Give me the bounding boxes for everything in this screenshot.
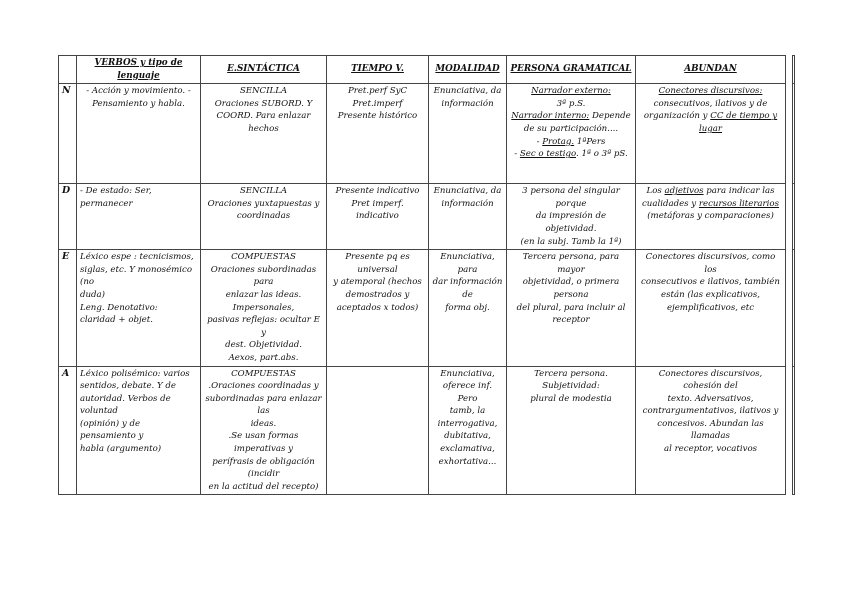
text-line: Presente histórico xyxy=(337,111,418,122)
conectores-text: consecutivos, ilativos y de organización y xyxy=(643,98,768,122)
header-sintactica: E.SINTÁCTICA xyxy=(201,56,327,84)
narrador-interno-text xyxy=(511,111,630,134)
row-key: N xyxy=(59,84,77,184)
text-line: (opinión) y de pensamiento y xyxy=(80,418,144,442)
text-line: Léxico polisémico: varios xyxy=(80,368,190,379)
text-line: COMPUESTAS xyxy=(231,368,296,379)
cell-tiempo xyxy=(327,366,429,495)
text-line: SENCILLA xyxy=(239,186,288,197)
text-line: subordinadas para enlazar las xyxy=(205,393,322,417)
row-tail xyxy=(793,366,795,495)
row-exposicion xyxy=(59,250,795,366)
text-line: y atemporal (hechos xyxy=(333,277,422,288)
text-line: Pret.imperf xyxy=(352,98,403,109)
text-line: demostrados y xyxy=(345,289,410,300)
header-corner xyxy=(59,56,77,84)
text-line: coordinadas xyxy=(236,211,291,222)
text-line: 3 persona del singular porque xyxy=(522,186,620,209)
text-line: Conectores discursivos, como los xyxy=(645,252,776,275)
tail-text: (metáforas y comparaciones) xyxy=(647,211,774,222)
text-line: Leng. Denotativo: xyxy=(80,302,158,313)
row-gap xyxy=(786,84,793,184)
text-line: autoridad. Verbos de voluntad xyxy=(80,393,171,417)
text-line: del plural, para incluir al xyxy=(516,302,626,313)
cell-abundan xyxy=(636,250,786,366)
protag-line xyxy=(510,136,632,149)
text-line: - Acción y movimiento. - xyxy=(86,86,191,97)
cell-sintactica xyxy=(201,366,327,495)
text-line: concesivos. Abundan las llamadas xyxy=(657,418,764,442)
text-line: Enunciativa, da xyxy=(433,86,502,97)
text-line: plural de modestia xyxy=(530,393,612,404)
row-tail xyxy=(793,184,795,250)
cell-sintactica xyxy=(201,250,327,366)
text-line: Pret imperf. indicativo xyxy=(351,198,404,222)
text-line: COORD. Para enlazar hechos xyxy=(216,111,311,134)
los-text: Los xyxy=(646,186,665,197)
cell-modalidad xyxy=(429,366,507,495)
testigo-prefix: - xyxy=(514,149,520,160)
text-line: SENCILLA xyxy=(239,86,288,97)
row-argumentacion xyxy=(59,366,795,495)
row-tail xyxy=(793,84,795,184)
text-line: objetividad, o primera persona xyxy=(522,277,620,300)
text-line: oferece inf. Pero xyxy=(442,381,493,404)
text-line: COMPUESTAS xyxy=(231,252,296,263)
header-tail xyxy=(793,56,795,84)
text-line: duda) xyxy=(80,289,106,300)
row-narracion xyxy=(59,84,795,184)
row-gap xyxy=(786,366,793,495)
row-gap xyxy=(786,250,793,366)
testigo-label: Sec o testigo xyxy=(519,149,576,160)
cell-tiempo xyxy=(327,84,429,184)
cell-verbos xyxy=(77,366,201,495)
testigo-value: . 1ª o 3ª pS. xyxy=(576,149,628,160)
text-line: en la actitud del recepto) xyxy=(208,481,319,492)
text-line: ejemplificativos, etc xyxy=(666,302,755,313)
text-line: Pret.perf SyC xyxy=(347,86,408,97)
protag-value: 1ªPers xyxy=(574,136,606,147)
text-line: texto. Adversativos, xyxy=(667,393,754,404)
narrador-externo-label: Narrador externo: xyxy=(531,86,611,97)
text-line: aceptados x todos) xyxy=(336,302,419,313)
text-line: pasivas reflejas: ocultar E y xyxy=(207,315,320,338)
row-key: D xyxy=(59,184,77,250)
text-line: Presente indicativo xyxy=(335,186,420,197)
cell-verbos xyxy=(77,250,201,366)
cell-persona xyxy=(507,184,636,250)
text-line: dubitativa, xyxy=(444,431,491,442)
text-line: Léxico espe : tecnicismos, xyxy=(80,252,194,263)
text-line: Enunciativa, para xyxy=(440,252,495,275)
narrador-interno-desc: Depende de su participación.... xyxy=(523,111,631,134)
cell-modalidad xyxy=(429,250,507,366)
text-line: Oraciones yuxtapuestas y xyxy=(207,198,320,209)
cell-abundan xyxy=(636,184,786,250)
cell-tiempo xyxy=(327,184,429,250)
text-line: Aexos, part.abs. xyxy=(228,352,299,363)
cell-abundan xyxy=(636,84,786,184)
text-line: Oraciones SUBORD. Y xyxy=(214,98,313,109)
text-line: Presente pq es universal xyxy=(345,252,410,275)
cell-abundan xyxy=(636,366,786,495)
cell-verbos xyxy=(77,184,201,250)
header-modalidad: MODALIDAD xyxy=(429,56,507,84)
text-line: tamb, la xyxy=(449,406,486,417)
narrador-interno-label: Narrador interno: xyxy=(511,111,590,122)
header-persona: PERSONA GRAMATICAL xyxy=(507,56,636,84)
text-line: claridad + objet. xyxy=(80,315,153,326)
protag-prefix: - xyxy=(536,136,543,147)
row-key: E xyxy=(59,250,77,366)
text-line: Conectores discursivos, cohesión del xyxy=(658,368,763,392)
text-line: contrargumentativos, ilativos y xyxy=(642,406,779,417)
text-line: sentidos, debate. Y de xyxy=(80,381,176,392)
text-line: información xyxy=(441,198,494,209)
adjetivos-label: adjetivos xyxy=(664,186,704,197)
cell-tiempo xyxy=(327,250,429,366)
text-line: Tercera persona, para mayor xyxy=(522,252,620,275)
text-line: al receptor, vocativos xyxy=(663,444,758,455)
text-line: Enunciativa, xyxy=(440,368,495,379)
testigo-line xyxy=(510,148,632,161)
text-line: consecutivos e ilativos, también xyxy=(641,277,780,288)
text-line: .Se usan formas imperativas y xyxy=(228,431,299,455)
text-line: siglas, etc. Y monosémico (no xyxy=(80,264,193,288)
text-line: Enunciativa, da xyxy=(433,186,502,197)
conectores-label: Conectores discursivos: xyxy=(658,86,763,97)
cell-sintactica xyxy=(201,84,327,184)
summary-table xyxy=(58,55,795,495)
protag-label: Protag. xyxy=(542,136,575,147)
text-line: receptor xyxy=(552,315,590,326)
cell-persona xyxy=(507,250,636,366)
cell-modalidad xyxy=(429,184,507,250)
text-line: Pensamiento y habla. xyxy=(92,98,185,109)
text-line: ideas. xyxy=(250,418,277,429)
cc-tiempo-lugar: CC de tiempo y lugar xyxy=(698,111,778,134)
text-line: dar información de xyxy=(432,277,503,300)
text-line: están (las explicativos, xyxy=(661,289,760,300)
text-line: - De estado: Ser, permanecer xyxy=(80,186,152,209)
text-line: forma obj. xyxy=(445,302,490,313)
text-line: información xyxy=(441,98,494,109)
text-line: (en la subj. Tamb la 1ª) xyxy=(520,236,622,247)
cell-modalidad xyxy=(429,84,507,184)
text-line: enlazar las ideas. Impersonales, xyxy=(225,289,302,313)
row-descripcion xyxy=(59,184,795,250)
recursos-literarios-label: recursos literarios xyxy=(698,198,779,209)
text-line: .Oraciones coordinadas y xyxy=(208,381,319,392)
cell-sintactica xyxy=(201,184,327,250)
text-line: perífrasis de obligación (incidir xyxy=(212,456,315,480)
text-line: dest. Objetividad. xyxy=(225,340,302,351)
row-tail xyxy=(793,250,795,366)
header-tiempo: TIEMPO V. xyxy=(327,56,429,84)
text-line: habla (argumento) xyxy=(80,444,162,455)
cell-verbos xyxy=(77,84,201,184)
row-key: A xyxy=(59,366,77,495)
cell-persona xyxy=(507,84,636,184)
middle-text: para indicar las cualidades y xyxy=(641,186,775,209)
text-line: interrogativa, xyxy=(437,418,498,429)
row-gap xyxy=(786,184,793,250)
narrador-externo-value: 3ª p.S. xyxy=(556,98,586,109)
text-line: exhortativa... xyxy=(438,456,497,467)
cell-persona xyxy=(507,366,636,495)
header-gap xyxy=(786,56,793,84)
header-row xyxy=(59,56,795,84)
text-line: Tercera persona. Subjetividad: xyxy=(534,368,608,392)
text-line: da impresión de objetividad. xyxy=(535,211,607,234)
header-abundan: ABUNDAN xyxy=(636,56,786,84)
header-verbos: VERBOS y tipo de lenguaje xyxy=(77,56,201,84)
text-line: Oraciones subordinadas para xyxy=(210,264,317,288)
text-line: exclamativa, xyxy=(440,444,495,455)
